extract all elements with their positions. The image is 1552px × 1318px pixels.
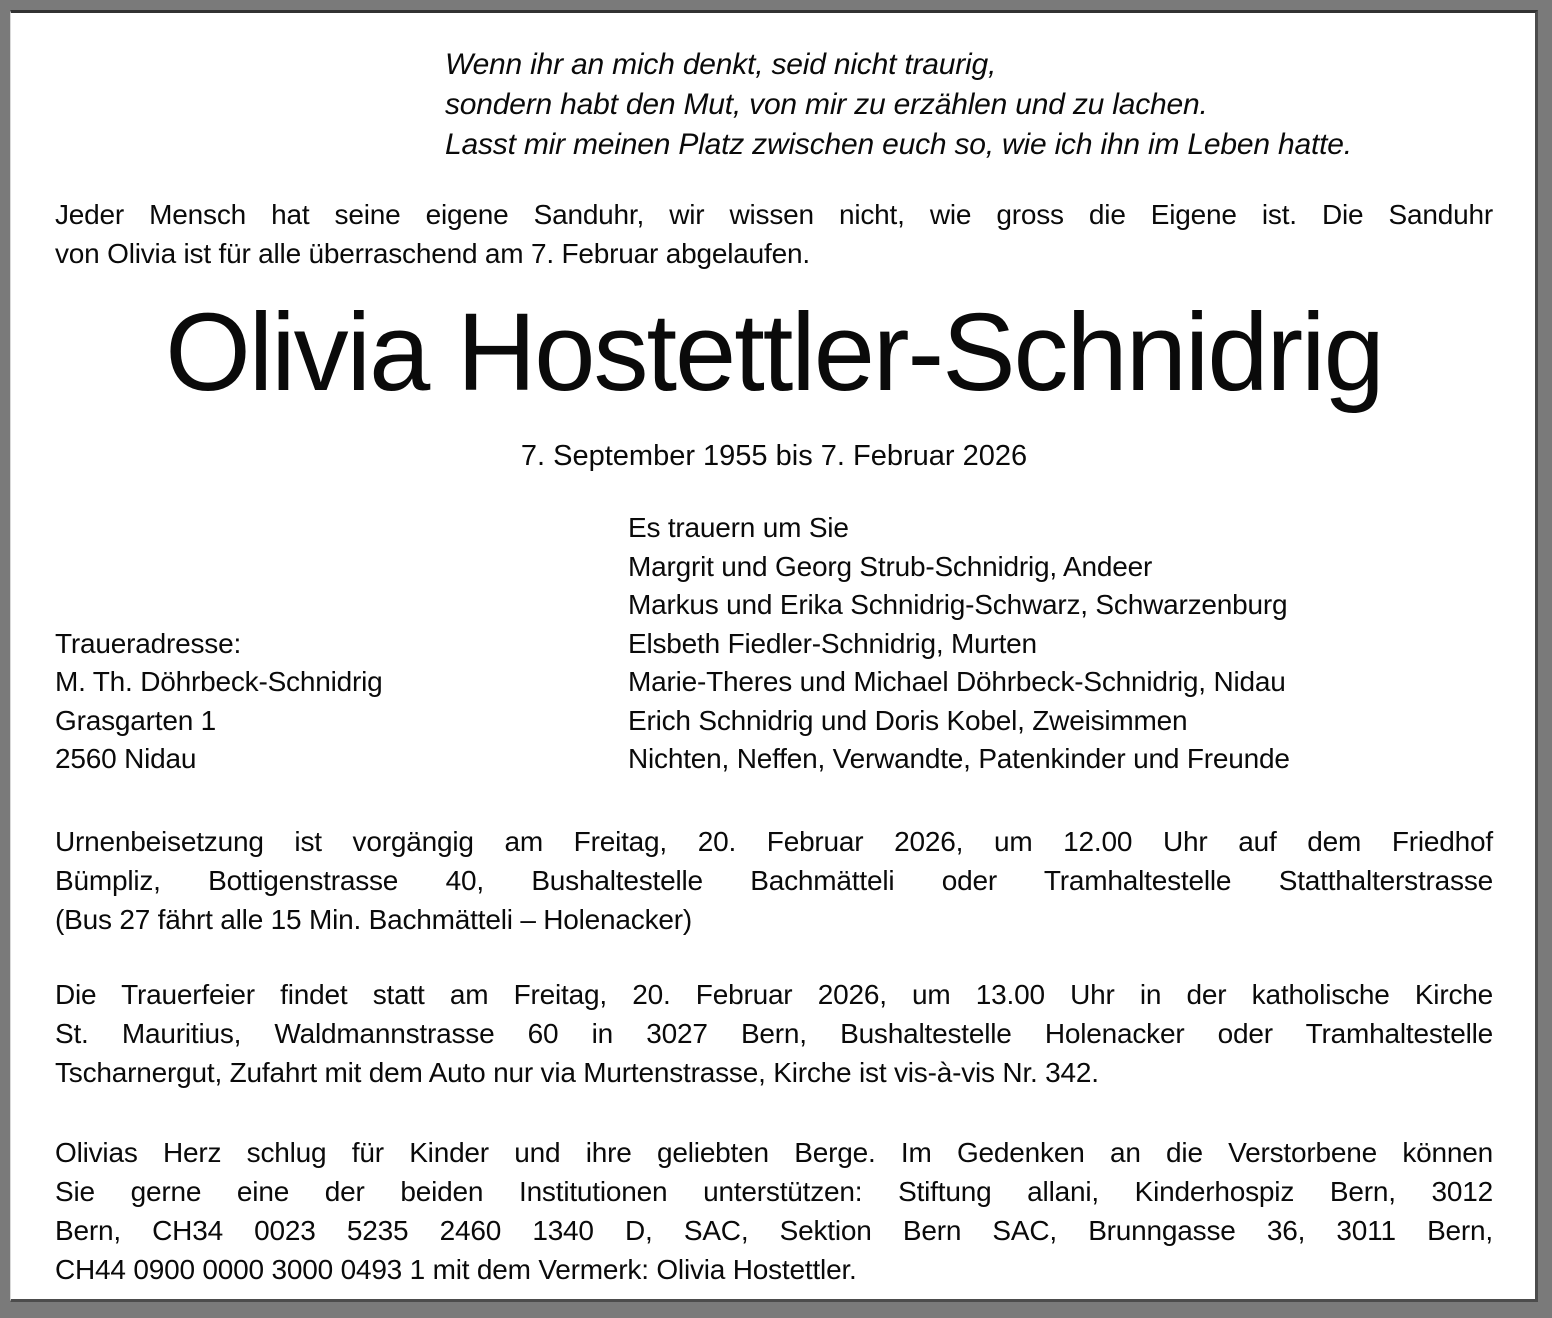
mourner-line: Marie-Theres und Michael Döhrbeck-Schnidrig, Nidau	[628, 666, 1286, 697]
memorial-line: Bern, CH34 0023 5235 2460 1340 D, SAC, Sektion Bern SAC, Brunngasse 36, 3011 Bern,	[55, 1214, 1493, 1246]
intro-paragraph	[55, 195, 1493, 273]
mourners-heading: Es trauern um Sie	[628, 512, 849, 543]
burial-paragraph	[55, 822, 1493, 939]
memorial-line: Sie gerne eine der beiden Institutionen unterstützen: Stiftung allani, Kinderhospiz Bern, 3012	[55, 1175, 1493, 1207]
memorial-paragraph	[55, 1133, 1493, 1289]
mourning-section	[55, 509, 1493, 779]
service-line: Tscharnergut, Zufahrt mit dem Auto nur via Murtenstrasse, Kirche ist vis-à-vis Nr. 342.	[55, 1056, 1099, 1088]
mourning-address-label: Traueradresse:	[55, 627, 242, 659]
service-line: Die Trauerfeier findet statt am Freitag, 20. Februar 2026, um 13.00 Uhr in der katholische Kirche	[55, 978, 1493, 1010]
mourning-address-line: Grasgarten 1	[55, 704, 217, 736]
mourner-line: Erich Schnidrig und Doris Kobel, Zweisimmen	[628, 704, 1188, 736]
epitaph-quote-line: Wenn ihr an mich denkt, seid nicht traurig,	[445, 48, 997, 81]
mourner-line: Elsbeth Fiedler-Schnidrig, Murten	[628, 627, 1037, 659]
epitaph-quote	[445, 45, 1493, 165]
mourner-line: Nichten, Neffen, Verwandte, Patenkinder und Freunde	[628, 743, 1290, 774]
service-paragraph	[55, 975, 1493, 1092]
memorial-line: Olivias Herz schlug für Kinder und ihre geliebten Berge. Im Gedenken an die Verstorbene können	[55, 1136, 1493, 1168]
mourning-address-line: M. Th. Döhrbeck-Schnidrig	[55, 666, 383, 697]
intro-line: von Olivia ist für alle überraschend am 7. Februar abgelaufen.	[55, 238, 810, 269]
burial-line: Urnenbeisetzung ist vorgängig am Freitag, 20. Februar 2026, um 12.00 Uhr auf dem Friedhof	[55, 825, 1493, 857]
mourners-list	[628, 509, 1493, 779]
mourner-line: Margrit und Georg Strub-Schnidrig, Andeer	[628, 550, 1153, 582]
mourning-address-line: 2560 Nidau	[55, 743, 197, 774]
mourning-address	[55, 509, 628, 779]
epitaph-quote-line: Lasst mir meinen Platz zwischen euch so, wie ich ihn im Leben hatte.	[445, 128, 1352, 161]
epitaph-quote-line: sondern habt den Mut, von mir zu erzählen und zu lachen.	[445, 88, 1208, 121]
deceased-name: Olivia Hostettler-Schnidrig	[165, 291, 1383, 414]
obituary-notice	[10, 10, 1538, 1302]
burial-line: Bümpliz, Bottigenstrasse 40, Bushaltestelle Bachmätteli oder Tramhaltestelle Statthalterstrasse	[55, 864, 1493, 896]
service-line: St. Mauritius, Waldmannstrasse 60 in 3027 Bern, Bushaltestelle Holenacker oder Tramhaltestelle	[55, 1017, 1493, 1049]
memorial-line: CH44 0900 0000 3000 0493 1 mit dem Vermerk: Olivia Hostettler.	[55, 1253, 857, 1285]
burial-line: (Bus 27 fährt alle 15 Min. Bachmätteli – Holenacker)	[55, 903, 693, 935]
life-dates: 7. September 1955 bis 7. Februar 2026	[520, 440, 1028, 472]
intro-line: Jeder Mensch hat seine eigene Sanduhr, wir wissen nicht, wie gross die Eigene ist. Die Sanduhr	[55, 199, 1493, 230]
mourner-line: Markus und Erika Schnidrig-Schwarz, Schwarzenburg	[628, 589, 1288, 620]
